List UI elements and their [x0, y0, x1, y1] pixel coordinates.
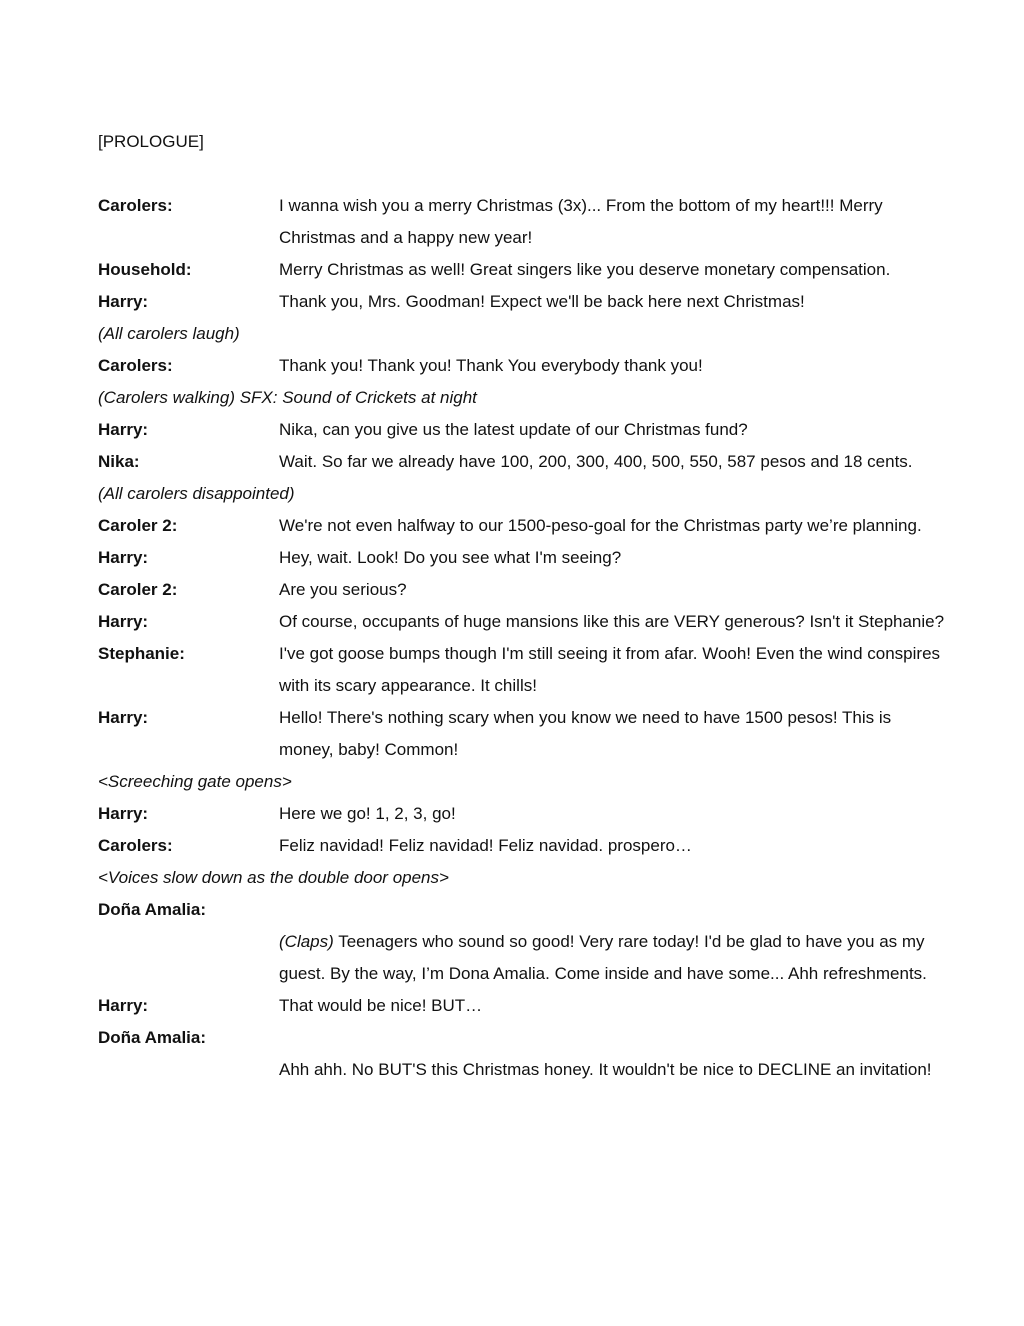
dialogue-text: Merry Christmas as well! Great singers like you deserve monetary compensation.: [279, 260, 891, 279]
dialogue-text: Thank you! Thank you! Thank You everybody thank you!: [279, 356, 703, 375]
stage-direction: <Screeching gate opens>: [98, 772, 292, 791]
dialogue-text: I wanna wish you a merry Christmas (3x)... From the bottom of my heart!!! Merry Christmas and a happy new year!: [279, 196, 883, 247]
dialogue-line: [98, 606, 948, 638]
dialogue-text: Feliz navidad! Feliz navidad! Feliz navidad. prospero…: [279, 836, 692, 855]
speaker-name: Nika:: [98, 452, 140, 471]
dialogue-text: Of course, occupants of huge mansions like this are VERY generous? Isn't it Stephanie?: [279, 612, 945, 631]
dialogue-line: [98, 510, 948, 542]
dialogue-line: [98, 350, 948, 382]
dialogue-line: [98, 574, 948, 606]
dialogue-text: Here we go! 1, 2, 3, go!: [279, 804, 456, 823]
dialogue-text: I've got goose bumps though I'm still seeing it from afar. Wooh! Even the wind conspires with its scary appearance. It chills!: [279, 644, 941, 695]
speaker-name: Caroler 2:: [98, 516, 178, 535]
speaker-name: Harry:: [98, 548, 149, 567]
speaker-name: Household:: [98, 260, 192, 279]
dialogue-text-body: Teenagers who sound so good! Very rare today! I'd be glad to have you as my guest. By the way, I’m Dona Amalia. Come inside and have some... Ahh refreshments.: [279, 932, 927, 983]
dialogue-text: Hey, wait. Look! Do you see what I'm seeing?: [279, 548, 622, 567]
speaker-name: Caroler 2:: [98, 580, 178, 599]
dialogue-line: [98, 446, 948, 478]
dialogue-text: Thank you, Mrs. Goodman! Expect we'll be back here next Christmas!: [279, 292, 805, 311]
speaker-name: Carolers:: [98, 836, 173, 855]
dialogue-line: [98, 254, 948, 286]
stage-direction: <Voices slow down as the double door opens>: [98, 868, 449, 887]
dialogue-line: [98, 702, 948, 766]
dialogue-text: We're not even halfway to our 1500-peso-goal for the Christmas party we’re planning.: [279, 516, 922, 535]
speaker-name: Harry:: [98, 996, 149, 1015]
dialogue-line: [98, 798, 948, 830]
dialogue-text: Wait. So far we already have 100, 200, 300, 400, 500, 550, 587 pesos and 18 cents.: [279, 452, 913, 471]
speaker-name: Harry:: [98, 804, 149, 823]
dialogue-text: Ahh ahh. No BUT'S this Christmas honey. It wouldn't be nice to DECLINE an invitation!: [279, 1060, 932, 1079]
prologue-heading: [PROLOGUE]: [98, 132, 204, 151]
dialogue-line: [98, 286, 948, 318]
script-body: [98, 190, 948, 1086]
dialogue-line: [98, 542, 948, 574]
speaker-name: Harry:: [98, 708, 149, 727]
speaker-name: Harry:: [98, 292, 149, 311]
speaker-name: Harry:: [98, 612, 149, 631]
dialogue-text: That would be nice! BUT…: [279, 996, 483, 1015]
speaker-name: Carolers:: [98, 196, 173, 215]
dialogue-text: Hello! There's nothing scary when you know we need to have 1500 pesos! This is money, baby! Common!: [279, 708, 892, 759]
dialogue-line: [98, 990, 948, 1022]
dialogue-text: Nika, can you give us the latest update of our Christmas fund?: [279, 420, 748, 439]
speaker-name: Doña Amalia:: [98, 900, 207, 919]
dialogue-line: [98, 190, 948, 254]
stage-direction: (All carolers laugh): [98, 324, 240, 343]
dialogue-line: [98, 638, 948, 702]
speaker-name: Harry:: [98, 420, 149, 439]
speaker-name: Carolers:: [98, 356, 173, 375]
speaker-name: Doña Amalia:: [98, 1028, 207, 1047]
stage-direction: (All carolers disappointed): [98, 484, 295, 503]
dialogue-text: [98, 926, 948, 990]
dialogue-text: Are you serious?: [279, 580, 407, 599]
dialogue-line: [98, 414, 948, 446]
inline-stage-direction: (Claps): [279, 932, 334, 951]
speaker-name: Stephanie:: [98, 644, 185, 663]
stage-direction: (Carolers walking) SFX: Sound of Crickets at night: [98, 388, 477, 407]
dialogue-line: [98, 830, 948, 862]
